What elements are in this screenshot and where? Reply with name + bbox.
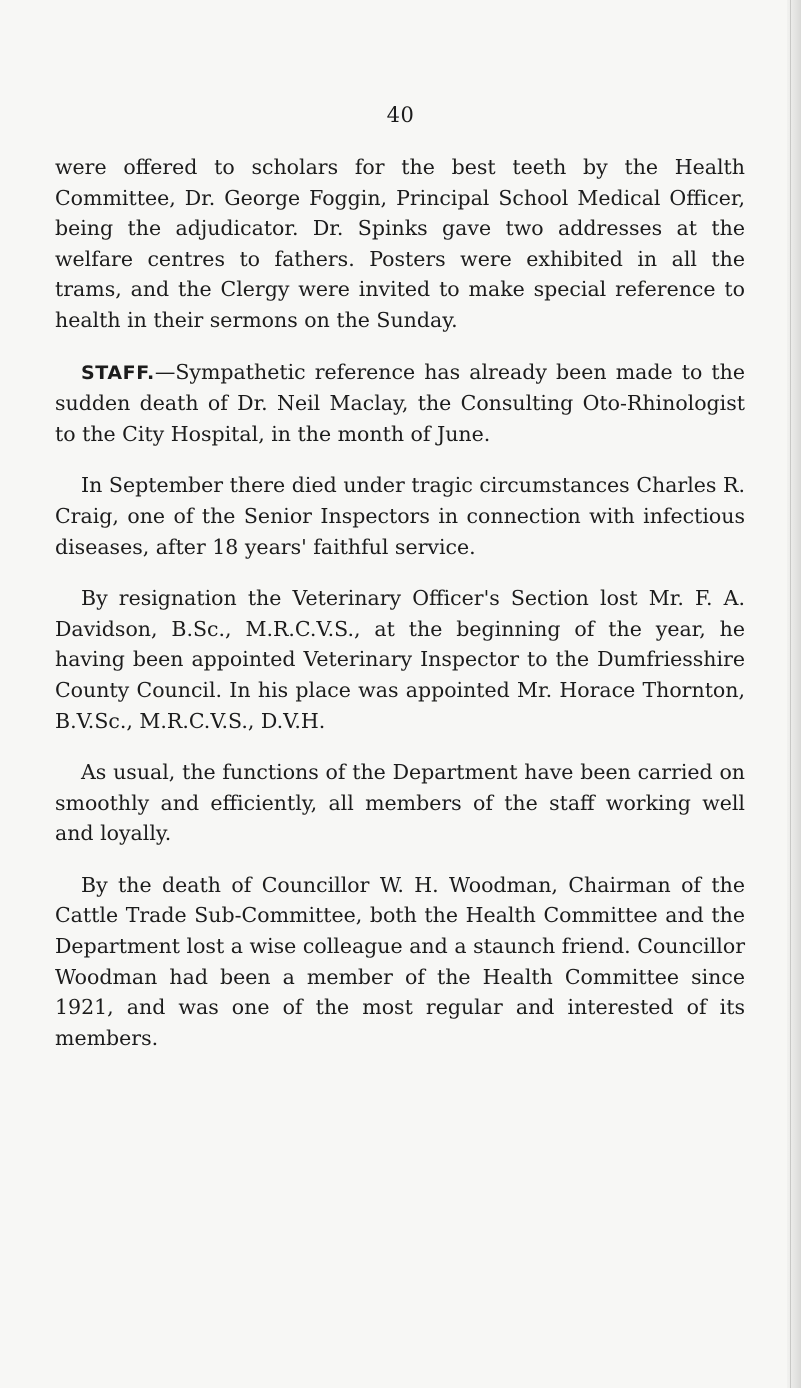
page-edge-line [790,0,791,1388]
paragraph-department-functions: As usual, the functions of the Department have been carried on smoothly and efficiently, all members of the staff working well and loyally. [55,760,745,846]
page-number: 40 [386,103,415,127]
staff-paragraph-body: —Sympathetic reference has already been made to the sudden death of Dr. Neil Maclay, the Consulting Oto-Rhinologist to the City Hospital, in the month of June. [55,359,745,446]
paragraph-councillor-woodman: By the death of Councillor W. H. Woodman, Chairman of the Cattle Trade Sub-Committee, both the Health Committee and the Department lost a wise colleague and a staunch friend. Councillor Woodman had been a member of the Health Committee since 1921, and was one of the most regular and interested of its members. [55,872,745,1050]
paragraph-health-week: were offered to scholars for the best teeth by the Health Committee, Dr. George Foggin, Principal School Medical Officer, being the adjudicator. Dr. Spinks gave two addresses at the welfare centres to fathers. Posters were exhibited in all the trams, and the Clergy were invited to make special reference to health in their sermons on the Sunday. [55,155,745,332]
body-text [55,152,745,1074]
paragraph-veterinary-section: By resignation the Veterinary Officer's Section lost Mr. F. A. Davidson, B.Sc., M.R.C.V.S., at the beginning of the year, he having been appointed Veterinary Inspector to the Dumfriesshire County Council. In his place was appointed Mr. Horace Thornton, B.V.Sc., M.R.C.V.S., D.V.H. [55,586,745,733]
paragraph-inspector-death: In September there died under tragic circumstances Charles R. Craig, one of the Senior Inspectors in connection with infectious diseases, after 18 years' faithful service. [55,473,745,559]
staff-heading: STAFF. [81,361,155,384]
paragraph-staff [55,357,745,450]
